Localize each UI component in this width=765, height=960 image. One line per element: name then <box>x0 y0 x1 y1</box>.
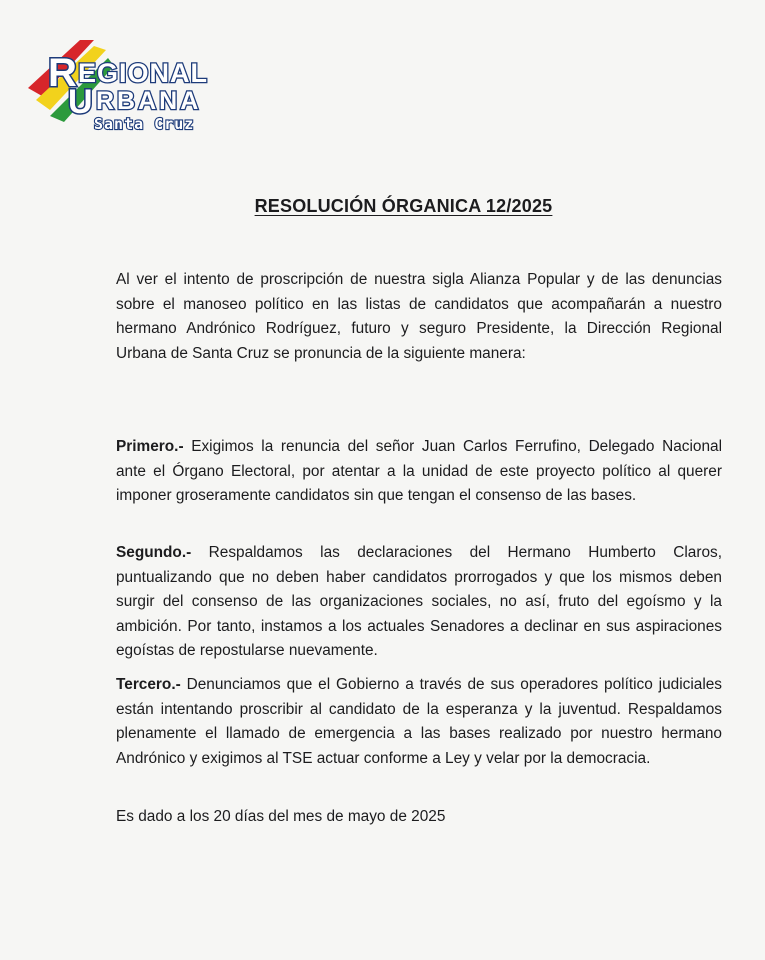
resolution-title: RESOLUCIÓN ÓRGANICA 12/2025 <box>254 196 553 216</box>
point-first-text <box>116 435 722 509</box>
logo-letter-r: R <box>48 51 77 95</box>
intro-paragraph <box>116 268 722 366</box>
logo-letter-u: U <box>68 83 93 121</box>
intro-text: Al ver el intento de proscripción de nuestra sigla Alianza Popular y de las denuncias sobre el manoseo político en las listas de candidatos que acompañarán a nuestro hermano Andrónico Rodríguez, futuro y seguro Presidente, la Dirección Regional Urbana de Santa Cruz se pronuncia de la siguiente manera: <box>116 271 722 362</box>
closing-line <box>116 805 722 830</box>
point-second-text <box>116 541 722 664</box>
point-first-body: Exigimos la renuncia del señor Juan Carlos Ferrufino, Delegado Nacional ante el Órgano Electoral, por atentar a la unidad de este proyecto político al querer imponer groseramente candidatos sin que tengan el consenso de las bases. <box>116 438 722 504</box>
point-first-lead: Primero.- <box>116 438 184 455</box>
point-third-text <box>116 673 722 771</box>
logo-word-regional: EGIONAL <box>78 58 209 88</box>
point-second-body: Respaldamos las declaraciones del Hermano Humberto Claros, puntualizando que no deben haber candidatos prorrogados y que los mismos deben surgir del consenso de las organizaciones sociales, no así, fruto del egoísmo y la ambición. Por tanto, instamos a los actuales Senadores a declinar en sus aspiraciones egoístas de repostularse nuevamente. <box>116 544 722 659</box>
point-third-body: Denunciamos que el Gobierno a través de sus operadores político judiciales están intentando proscribir al candidato de la esperanza y la juventud. Respaldamos plenamente el llamado de emergencia a las bases realizado por nuestro hermano Andrónico y exigimos al TSE actuar conforme a Ley y velar por la democracia. <box>116 676 722 767</box>
organization-logo <box>22 30 237 135</box>
resolution-point-third <box>116 673 722 771</box>
point-second-lead: Segundo.- <box>116 544 192 561</box>
logo-word-santa-cruz: Santa Cruz <box>94 115 195 133</box>
logo-graphic <box>22 30 237 135</box>
closing-text: Es dado a los 20 días del mes de mayo de 2025 <box>116 808 446 825</box>
resolution-point-first <box>116 435 722 509</box>
point-third-lead: Tercero.- <box>116 676 181 693</box>
logo-word-urbana: RBANA <box>96 87 202 115</box>
resolution-point-second <box>116 541 722 664</box>
